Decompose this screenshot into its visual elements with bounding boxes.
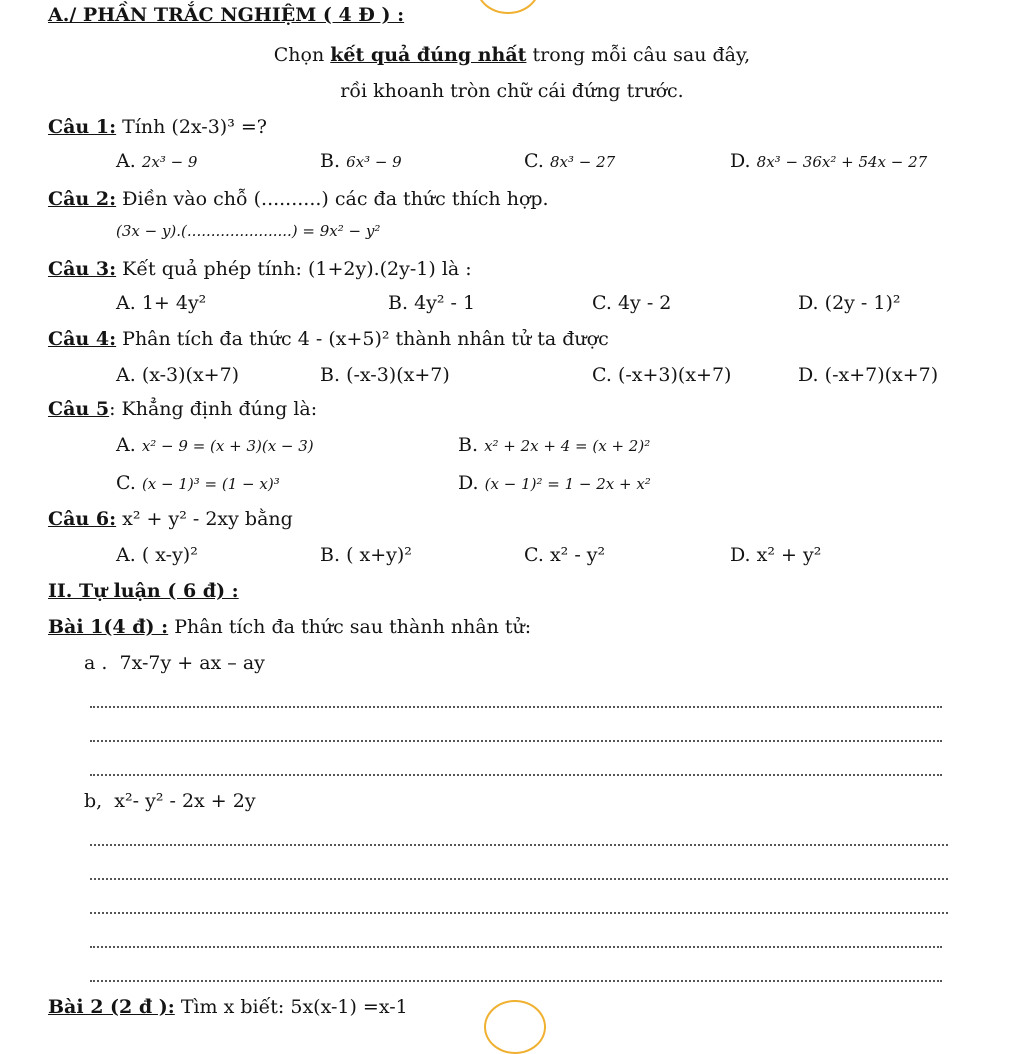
bai-2-label: Bài 2 (2 đ ): [48,996,175,1018]
option-text: (-x+7)(x+7) [824,364,939,386]
question-4 [48,328,609,350]
q6-option-b[interactable] [320,544,412,566]
q4-option-b[interactable] [320,364,450,386]
option-letter: A. [116,544,136,566]
q1-option-a[interactable] [116,150,197,172]
question-label: Câu 5 [48,398,110,420]
option-letter: C. [592,364,612,386]
q5-option-c[interactable] [116,472,280,494]
option-text: ( x-y)² [141,544,198,566]
option-text: 2x³ − 9 [141,153,198,171]
bai-1 [48,616,531,638]
q5-option-b[interactable] [458,434,650,456]
q3-option-d[interactable] [798,292,901,314]
option-text: 1+ 4y² [141,292,207,314]
q3-option-c[interactable] [592,292,671,314]
option-letter: D. [730,150,751,172]
option-text: x² + 2x + 4 = (x + 2)² [484,437,651,455]
instruction-line-2: rồi khoanh tròn chữ cái đứng trước. [340,80,684,102]
answer-line-b5[interactable] [90,980,942,982]
q1-option-c[interactable] [524,150,615,172]
option-text: 8x³ − 27 [549,153,616,171]
question-label: Câu 1: [48,116,117,138]
option-letter: A. [116,364,136,386]
option-letter: C. [524,150,544,172]
answer-line-a3[interactable] [90,774,942,776]
option-text: (x − 1)³ = (1 − x)³ [141,475,280,493]
option-letter: B. [388,292,409,314]
option-letter: A. [116,292,136,314]
bai-1-label: Bài 1(4 đ) : [48,616,169,638]
bai-1-part-b [84,790,256,812]
answer-line-a2[interactable] [90,740,942,742]
option-letter: C. [116,472,136,494]
answer-line-b1[interactable] [90,844,948,846]
q1-option-d[interactable] [730,150,927,172]
q5-option-d[interactable] [458,472,651,494]
question-text: Điền vào chỗ (..........) các đa thức thích hợp. [122,188,549,210]
option-text: (-x-3)(x+7) [346,364,450,386]
instruction-line-1 [0,44,1024,66]
q6-option-a[interactable] [116,544,198,566]
bai-1-text: Phân tích đa thức sau thành nhân tử: [174,616,532,638]
option-letter: B. [320,544,341,566]
question-label: Câu 4: [48,328,117,350]
instruction-prefix: Chọn [273,44,325,66]
q4-option-c[interactable] [592,364,731,386]
question-2-fill-expression: (3x − y).(......................) = 9x² − y² [116,222,381,240]
question-label: Câu 2: [48,188,117,210]
option-text: (x − 1)² = 1 − 2x + x² [484,475,651,493]
question-label: Câu 3: [48,258,117,280]
q4-option-a[interactable] [116,364,239,386]
q3-option-a[interactable] [116,292,206,314]
question-text: x² + y² - 2xy bằng [122,508,293,530]
section-a-title: A./ PHẦN TRẮC NGHIỆM ( 4 Đ ) : [48,4,405,26]
option-letter: C. [592,292,612,314]
answer-line-b2[interactable] [90,878,948,880]
question-text: Kết quả phép tính: (1+2y).(2y-1) là : [122,258,472,280]
option-text: 8x³ − 36x² + 54x − 27 [756,153,928,171]
option-letter: D. [458,472,479,494]
option-letter: B. [320,150,341,172]
option-text: x² − 9 = (x + 3)(x − 3) [141,437,314,455]
instruction-emphasis: kết quả đúng nhất [330,44,527,66]
q6-option-d[interactable] [730,544,821,566]
option-letter: D. [798,364,819,386]
option-letter: B. [320,364,341,386]
option-text: ( x+y)² [346,544,412,566]
question-6 [48,508,293,530]
bai-2 [48,996,408,1018]
bai-1-part-a [84,652,265,674]
option-text: (x-3)(x+7) [141,364,240,386]
question-label: Câu 6: [48,508,117,530]
option-letter: C. [524,544,544,566]
answer-line-b4[interactable] [90,946,942,948]
question-2 [48,188,549,210]
q4-option-d[interactable] [798,364,938,386]
option-letter: B. [458,434,479,456]
question-text: : Khẳng định đúng là: [109,398,318,420]
q3-option-b[interactable] [388,292,475,314]
q5-option-a[interactable] [116,434,314,456]
option-text: 6x³ − 9 [346,153,402,171]
part-a-label: a . [84,652,108,674]
option-text: (-x+3)(x+7) [617,364,732,386]
part-b-label: b, [84,790,103,812]
bottom-arc-decoration [484,1000,546,1054]
q6-option-c[interactable] [524,544,605,566]
question-5 [48,398,317,420]
part-a-expression: 7x-7y + ax – ay [119,652,265,674]
q1-option-b[interactable] [320,150,402,172]
option-text: 4y² - 1 [414,292,476,314]
option-text: (2y - 1)² [824,292,901,314]
bai-2-text: Tìm x biết: 5x(x-1) =x-1 [180,996,408,1018]
answer-line-a1[interactable] [90,706,942,708]
option-letter: D. [798,292,819,314]
question-1 [48,116,267,138]
option-letter: A. [116,434,136,456]
option-text: 4y - 2 [617,292,672,314]
option-letter: A. [116,150,136,172]
answer-line-b3[interactable] [90,912,948,914]
instruction-suffix: trong mỗi câu sau đây, [532,44,751,66]
part-b-expression: x²- y² - 2x + 2y [114,790,256,812]
option-text: x² + y² [756,544,822,566]
question-text: Tính (2x-3)³ =? [122,116,267,138]
top-arc-decoration [476,0,540,14]
question-3 [48,258,472,280]
option-letter: D. [730,544,751,566]
section-b-title: II. Tự luận ( 6 đ) : [48,580,239,602]
option-text: x² - y² [549,544,606,566]
question-text: Phân tích đa thức 4 - (x+5)² thành nhân tử ta được [122,328,609,350]
